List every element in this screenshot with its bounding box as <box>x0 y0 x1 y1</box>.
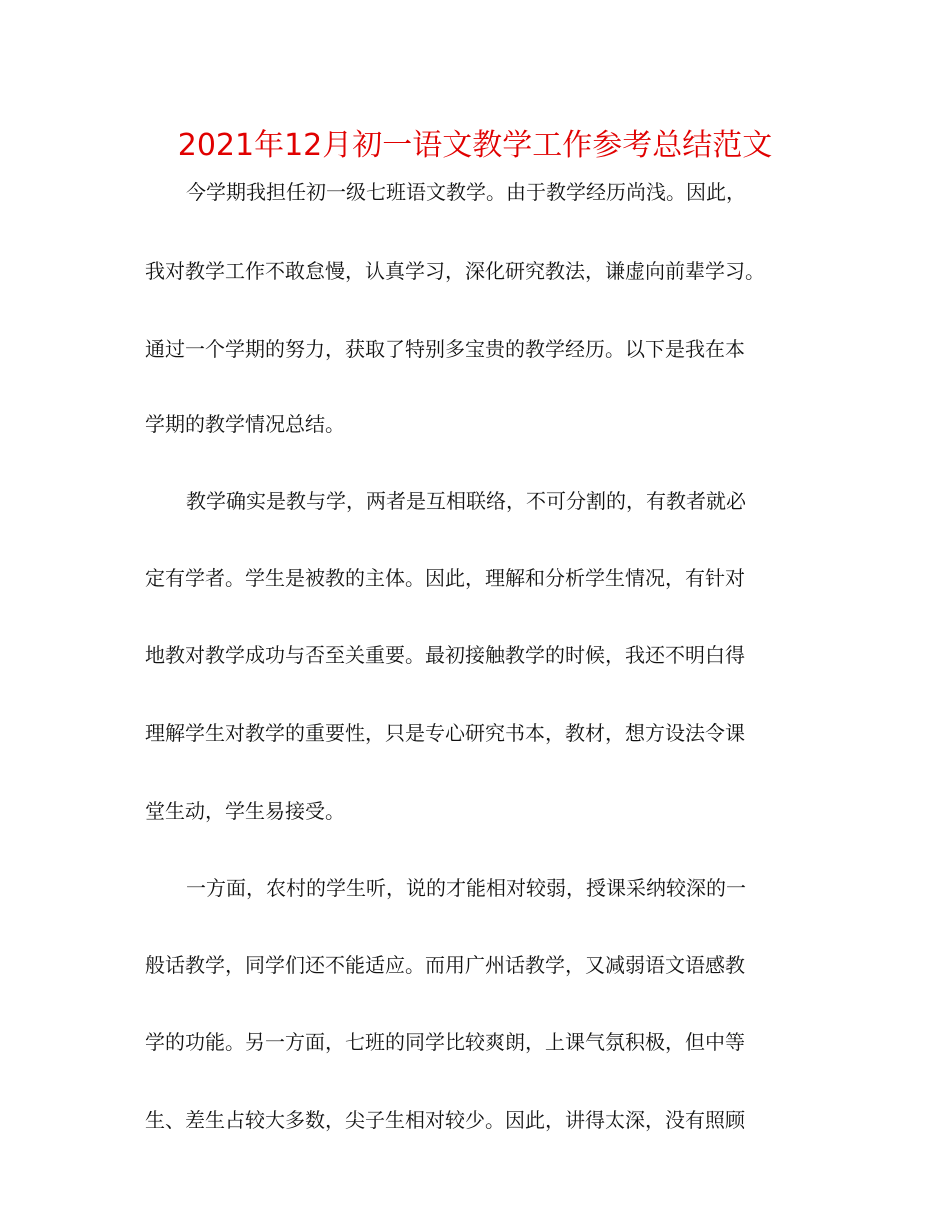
paragraph-2-line-2: 定有学者。学生是被教的主体。因此，理解和分析学生情况，有针对 <box>145 566 745 590</box>
paragraph-3-line-2: 般话教学，同学们还不能适应。而用广州话教学，又减弱语文语感教 <box>145 953 745 977</box>
paragraph-3-line-1: 一方面，农村的学生听，说的才能相对较弱，授课采纳较深的一 <box>186 876 746 900</box>
paragraph-2-line-4: 理解学生对教学的重要性，只是专心研究书本，教材，想方设法令课 <box>145 721 745 745</box>
paragraph-1-line-3: 通过一个学期的努力，获取了特别多宝贵的教学经历。以下是我在本 <box>145 337 745 361</box>
paragraph-1-line-4: 学期的教学情况总结。 <box>145 412 345 436</box>
paragraph-2-line-1: 教学确实是教与学，两者是互相联络，不可分割的，有教者就必 <box>186 489 746 513</box>
document-title: 2021年12月初一语文教学工作参考总结范文 <box>177 128 773 163</box>
paragraph-2-line-3: 地教对教学成功与否至关重要。最初接触教学的时候，我还不明白得 <box>145 643 745 667</box>
paragraph-1-line-2: 我对教学工作不敢怠慢，认真学习，深化研究教法，谦虚向前辈学习。 <box>145 259 765 283</box>
paragraph-3-line-3: 学的功能。另一方面，七班的同学比较爽朗，上课气氛积极，但中等 <box>145 1030 745 1054</box>
paragraph-1-line-1: 今学期我担任初一级七班语文教学。由于教学经历尚浅。因此， <box>186 180 746 204</box>
paragraph-2-line-5: 堂生动，学生易接受。 <box>145 799 345 823</box>
paragraph-3-line-4: 生、差生占较大多数，尖子生相对较少。因此，讲得太深，没有照顾 <box>145 1108 745 1132</box>
